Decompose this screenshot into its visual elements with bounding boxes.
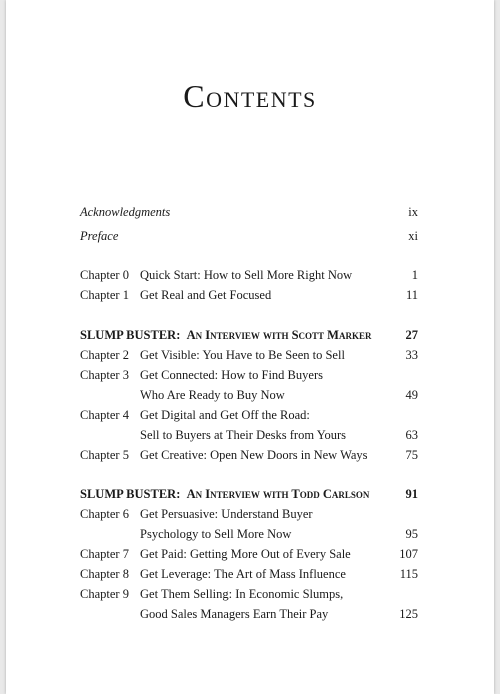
toc-row-chapter-0	[80, 265, 418, 285]
chapter-title: Get Paid: Getting More Out of Every Sale	[140, 547, 351, 561]
toc-page-number: 11	[405, 288, 418, 302]
toc-page-number: ix	[408, 205, 418, 219]
toc-page-number: 33	[405, 348, 418, 362]
slump-buster-heading	[80, 484, 369, 504]
toc-label: Acknowledgments	[80, 205, 171, 219]
slump-buster-prefix: SLUMP BUSTER:	[80, 487, 181, 501]
slump-buster-subtitle: An Interview with Todd Carlson	[186, 487, 370, 501]
chapter-label: Chapter 8	[80, 567, 129, 581]
chapter-title-continued: Who Are Ready to Buy Now	[140, 388, 285, 402]
chapter-label: Chapter 2	[80, 348, 129, 362]
toc-page-number: 63	[405, 428, 418, 442]
toc-page-number: 91	[405, 487, 418, 501]
chapter-label: Chapter 5	[80, 448, 129, 462]
toc-row-chapter-3	[80, 365, 418, 385]
slump-buster-prefix: SLUMP BUSTER:	[80, 328, 181, 342]
chapter-title: Get Digital and Get Off the Road:	[140, 408, 310, 422]
chapter-label: Chapter 9	[80, 587, 129, 601]
chapter-label: Chapter 0	[80, 268, 129, 282]
slump-buster-subtitle: An Interview with Scott Marker	[186, 328, 372, 342]
toc-page-number: 95	[405, 527, 418, 541]
toc-page-number: 115	[399, 567, 418, 581]
toc-row-slump-buster-1	[80, 325, 418, 345]
toc-row-chapter-5	[80, 445, 418, 465]
chapter-label: Chapter 7	[80, 547, 129, 561]
toc-row-acknowledgments	[80, 202, 418, 222]
toc-page-number: 125	[399, 607, 418, 621]
chapter-title-continued: Psychology to Sell More Now	[140, 527, 292, 541]
toc-row-chapter-6-cont	[80, 524, 418, 544]
chapter-label: Chapter 3	[80, 368, 129, 382]
chapter-title-continued: Sell to Buyers at Their Desks from Yours	[140, 428, 347, 442]
chapter-title: Get Creative: Open New Doors in New Ways	[140, 448, 368, 462]
chapter-title: Get Persuasive: Understand Buyer	[140, 507, 313, 521]
chapter-title: Get Leverage: The Art of Mass Influence	[140, 567, 346, 581]
toc-row-chapter-4-cont	[80, 425, 418, 445]
chapter-title: Get Connected: How to Find Buyers	[140, 368, 323, 382]
slump-buster-heading	[80, 325, 371, 345]
toc-label: Preface	[80, 229, 119, 243]
toc-row-chapter-8	[80, 564, 418, 584]
toc-page-number: xi	[408, 229, 418, 243]
toc-row-chapter-7	[80, 544, 418, 564]
toc-page-number: 1	[411, 268, 418, 282]
toc-row-chapter-4	[80, 405, 418, 425]
toc-row-chapter-9-cont	[80, 604, 418, 624]
chapter-title: Get Real and Get Focused	[140, 288, 272, 302]
chapter-title: Quick Start: How to Sell More Right Now	[140, 268, 353, 282]
toc-row-slump-buster-2	[80, 484, 418, 504]
chapter-label: Chapter 6	[80, 507, 129, 521]
toc-row-chapter-9	[80, 584, 418, 604]
toc-row-chapter-6	[80, 504, 418, 524]
book-page	[6, 0, 494, 694]
chapter-title: Get Them Selling: In Economic Slumps,	[140, 587, 344, 601]
toc-row-preface	[80, 226, 418, 246]
toc-page-number: 75	[405, 448, 418, 462]
chapter-title-continued: Good Sales Managers Earn Their Pay	[140, 607, 329, 621]
toc-row-chapter-2	[80, 345, 418, 365]
chapter-title: Get Visible: You Have to Be Seen to Sell	[140, 348, 345, 362]
chapter-label: Chapter 4	[80, 408, 129, 422]
toc-page-number: 49	[405, 388, 418, 402]
toc-row-chapter-3-cont	[80, 385, 418, 405]
toc-row-chapter-1	[80, 285, 418, 305]
page-title: Contents	[183, 78, 317, 114]
chapter-label: Chapter 1	[80, 288, 129, 302]
toc-page-number: 107	[399, 547, 418, 561]
toc-page-number: 27	[405, 328, 418, 342]
